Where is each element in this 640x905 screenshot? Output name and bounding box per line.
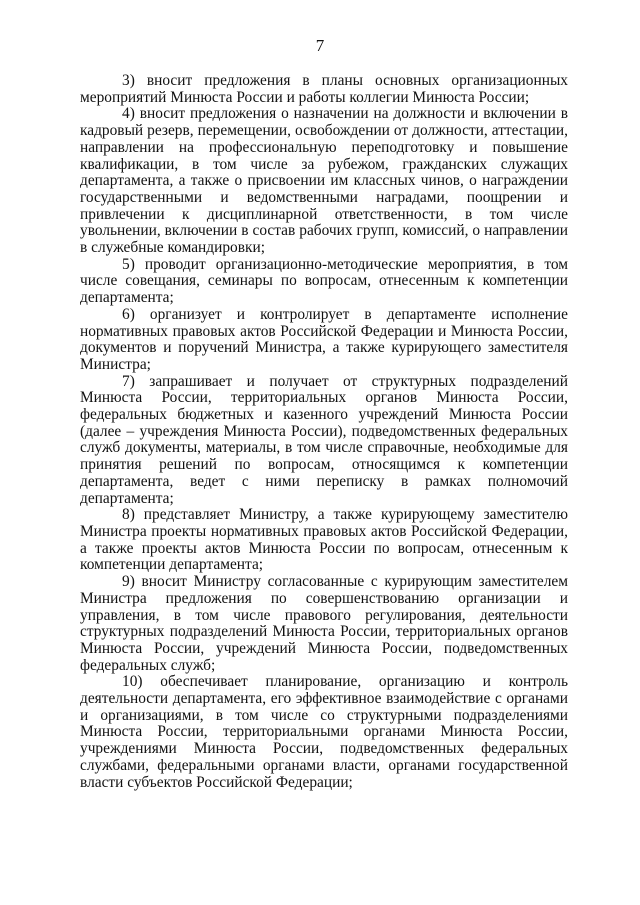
paragraph-item-7: 7) запрашивает и получает от структурных подразделений Минюста России, территориальных органов Минюста России, федеральных бюджетных и казенного учреждений Минюста России (далее – учреждения Минюста России), подведомственных федеральных служб документы, материалы, в том числе справочные, необходимые для принятия решений по вопросам, относящимся к компетенции департамента, ведет с ними переписку в рамках полномочий департамента; xyxy=(80,372,568,507)
paragraph-item-10: 10) обеспечивает планирование, организацию и контроль деятельности департамента, его эффективное взаимодействие с органами и организациями, в том числе со структурными подразделениями Минюста России, территориальными органами Минюста России, учреждениями Минюста России, подведомственных федеральных службами, федеральными органами власти, органами государственной власти субъектов Российской Федерации; xyxy=(80,673,568,791)
paragraph-item-4: 4) вносит предложения о назначении на должности и включении в кадровый резерв, перемещении, освобождении от должности, аттестации, направлении на профессиональную переподготовку и повышение квалификации, в том числе за рубежом, гражданских служащих департамента, а также о присвоении им классных чинов, о награждении государственными и ведомственными наградами, поощрении и привлечении к дисциплинарной ответственности, в том числе увольнении, включении в состав рабочих групп, комиссий, о направлении в служебные командировки; xyxy=(80,105,568,257)
page-number: 7 xyxy=(315,36,325,55)
paragraph-item-9: 9) вносит Министру согласованные с курирующим заместителем Министра предложения по совершенствованию организации и управления, в том числе правового регулирования, деятельности структурных подразделений Минюста России, территориальных органов Минюста России, учреждений Минюста России, подведомственных федеральных служб; xyxy=(80,573,568,674)
paragraph-item-3: 3) вносит предложения в планы основных организационных мероприятий Минюста России и работы коллегии Минюста России; xyxy=(80,72,568,106)
paragraph-item-5: 5) проводит организационно-методические мероприятия, в том числе совещания, семинары по вопросам, отнесенным к компетенции департамента; xyxy=(80,255,568,307)
document-body xyxy=(80,73,568,791)
paragraph-item-8: 8) представляет Министру, а также курирующему заместителю Министра проекты нормативных правовых актов Российской Федерации, а также проекты актов Минюста России по вопросам, отнесенным к компетенции департамента; xyxy=(80,506,568,574)
paragraph-item-6: 6) организует и контролирует в департаменте исполнение нормативных правовых актов Российской Федерации и Минюста России, документов и поручений Министра, а также курирующего заместителя Министра; xyxy=(80,305,568,373)
